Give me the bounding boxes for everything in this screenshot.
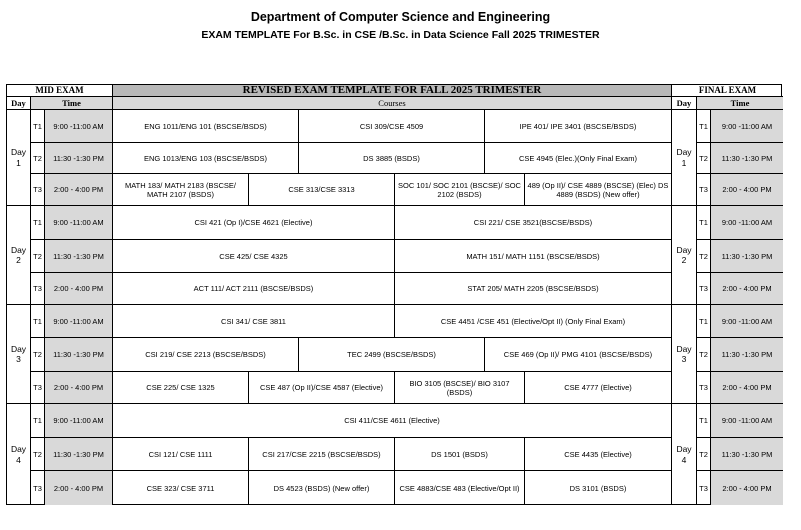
course-cell: DS 3885 (BSDS) (299, 143, 485, 174)
mid-time-slot: 11:30 -1:30 PM (45, 143, 113, 174)
final-time-slot: 9:00 -11:00 AM (711, 404, 783, 438)
course-cell: CSI 421 (Op I)/CSE 4621 (Elective) (113, 206, 395, 240)
courses-header: Courses (113, 97, 672, 110)
course-cell: CSE 323/ CSE 3711 (113, 471, 249, 505)
course-cell: CSI 219/ CSE 2213 (BSCSE/BSDS) (113, 338, 299, 372)
final-slot-code: T1 (697, 110, 711, 143)
final-slot-code: T2 (697, 438, 711, 471)
course-cell: CSI 341/ CSE 3811 (113, 305, 395, 338)
course-cell: DS 4523 (BSDS) (New offer) (249, 471, 395, 505)
mid-slot-code: T2 (31, 143, 45, 174)
final-time-slot: 11:30 -1:30 PM (711, 438, 783, 471)
mid-slot-code: T1 (31, 305, 45, 338)
mid-slot-code: T3 (31, 273, 45, 305)
page-title: Department of Computer Science and Engineering (250, 10, 551, 24)
course-cell: CSE 313/CSE 3313 (249, 174, 395, 206)
mid-day-label: Day 2 (7, 206, 31, 305)
final-slot-code: T3 (697, 471, 711, 505)
final-slot-code: T3 (697, 372, 711, 404)
final-time-slot: 11:30 -1:30 PM (711, 143, 783, 174)
course-cell: BIO 3105 (BSCSE)/ BIO 3107 (BSDS) (395, 372, 525, 404)
course-cell: CSE 4777 (Elective) (525, 372, 672, 404)
final-slot-code: T1 (697, 305, 711, 338)
mid-time-slot: 2:00 - 4:00 PM (45, 471, 113, 505)
final-slot-code: T3 (697, 273, 711, 305)
final-exam-label: FINAL EXAM (672, 85, 783, 97)
final-day-label: Day 2 (672, 206, 697, 305)
final-slot-code: T2 (697, 240, 711, 273)
final-time-slot: 2:00 - 4:00 PM (711, 273, 783, 305)
mid-slot-code: T3 (31, 372, 45, 404)
final-day-header: Day (672, 97, 697, 110)
course-cell: CSE 487 (Op II)/CSE 4587 (Elective) (249, 372, 395, 404)
final-day-label: Day 4 (672, 404, 697, 505)
mid-exam-label: MID EXAM (7, 85, 113, 97)
final-day-label: Day 1 (672, 110, 697, 206)
course-cell: CSI 221/ CSE 3521(BSCSE/BSDS) (395, 206, 672, 240)
page-subtitle: EXAM TEMPLATE For B.Sc. in CSE /B.Sc. in Data Science Fall 2025 TRIMESTER (201, 29, 600, 41)
course-cell: CSI 309/CSE 4509 (299, 110, 485, 143)
course-cell: DS 3101 (BSDS) (525, 471, 672, 505)
final-day-label: Day 3 (672, 305, 697, 404)
mid-slot-code: T1 (31, 110, 45, 143)
course-cell: CSE 225/ CSE 1325 (113, 372, 249, 404)
final-time-slot: 2:00 - 4:00 PM (711, 471, 783, 505)
final-slot-code: T3 (697, 174, 711, 206)
course-cell: 489 (Op II)/ CSE 4889 (BSCSE) (Elec) DS 4889 (BSDS) (New offer) (525, 174, 672, 206)
course-cell: TEC 2499 (BSCSE/BSDS) (299, 338, 485, 372)
course-cell: ENG 1011/ENG 101 (BSCSE/BSDS) (113, 110, 299, 143)
mid-slot-code: T3 (31, 174, 45, 206)
course-cell: CSE 4451 /CSE 451 (Elective/Opt II) (Only Final Exam) (395, 305, 672, 338)
final-time-header: Time (697, 97, 783, 110)
course-cell: DS 1501 (BSDS) (395, 438, 525, 471)
mid-day-label: Day 1 (7, 110, 31, 206)
mid-time-slot: 2:00 - 4:00 PM (45, 372, 113, 404)
mid-day-label: Day 4 (7, 404, 31, 505)
course-cell: CSE 4945 (Elec.)(Only Final Exam) (485, 143, 672, 174)
course-cell: ACT 111/ ACT 2111 (BSCSE/BSDS) (113, 273, 395, 305)
course-cell: CSE 4435 (Elective) (525, 438, 672, 471)
course-cell: MATH 183/ MATH 2183 (BSCSE/ MATH 2107 (BSDS) (113, 174, 249, 206)
revised-template-banner: REVISED EXAM TEMPLATE FOR FALL 2025 TRIMESTER (113, 85, 672, 97)
mid-time-slot: 11:30 -1:30 PM (45, 338, 113, 372)
mid-slot-code: T2 (31, 438, 45, 471)
mid-time-slot: 9:00 -11:00 AM (45, 206, 113, 240)
course-cell: CSI 217/CSE 2215 (BSCSE/BSDS) (249, 438, 395, 471)
mid-time-slot: 9:00 -11:00 AM (45, 404, 113, 438)
mid-day-label: Day 3 (7, 305, 31, 404)
course-cell: CSE 4883/CSE 483 (Elective/Opt II) (395, 471, 525, 505)
course-cell: SOC 101/ SOC 2101 (BSCSE)/ SOC 2102 (BSDS) (395, 174, 525, 206)
exam-schedule-table (6, 84, 782, 505)
final-time-slot: 11:30 -1:30 PM (711, 338, 783, 372)
course-cell: ENG 1013/ENG 103 (BSCSE/BSDS) (113, 143, 299, 174)
mid-time-slot: 9:00 -11:00 AM (45, 305, 113, 338)
mid-time-slot: 11:30 -1:30 PM (45, 240, 113, 273)
final-slot-code: T2 (697, 338, 711, 372)
mid-day-header: Day (7, 97, 31, 110)
final-time-slot: 9:00 -11:00 AM (711, 305, 783, 338)
course-cell: CSE 469 (Op II)/ PMG 4101 (BSCSE/BSDS) (485, 338, 672, 372)
final-time-slot: 9:00 -11:00 AM (711, 206, 783, 240)
mid-time-slot: 11:30 -1:30 PM (45, 438, 113, 471)
final-time-slot: 2:00 - 4:00 PM (711, 174, 783, 206)
mid-slot-code: T1 (31, 404, 45, 438)
course-cell: IPE 401/ IPE 3401 (BSCSE/BSDS) (485, 110, 672, 143)
final-slot-code: T2 (697, 143, 711, 174)
mid-slot-code: T2 (31, 240, 45, 273)
mid-time-header: Time (31, 97, 113, 110)
final-time-slot: 9:00 -11:00 AM (711, 110, 783, 143)
mid-time-slot: 2:00 - 4:00 PM (45, 273, 113, 305)
mid-time-slot: 9:00 -11:00 AM (45, 110, 113, 143)
final-time-slot: 11:30 -1:30 PM (711, 240, 783, 273)
mid-slot-code: T2 (31, 338, 45, 372)
course-cell: CSI 411/CSE 4611 (Elective) (113, 404, 672, 438)
mid-slot-code: T3 (31, 471, 45, 505)
final-time-slot: 2:00 - 4:00 PM (711, 372, 783, 404)
final-slot-code: T1 (697, 404, 711, 438)
final-slot-code: T1 (697, 206, 711, 240)
mid-time-slot: 2:00 - 4:00 PM (45, 174, 113, 206)
course-cell: CSE 425/ CSE 4325 (113, 240, 395, 273)
course-cell: MATH 151/ MATH 1151 (BSCSE/BSDS) (395, 240, 672, 273)
mid-slot-code: T1 (31, 206, 45, 240)
course-cell: CSI 121/ CSE 1111 (113, 438, 249, 471)
course-cell: STAT 205/ MATH 2205 (BSCSE/BSDS) (395, 273, 672, 305)
